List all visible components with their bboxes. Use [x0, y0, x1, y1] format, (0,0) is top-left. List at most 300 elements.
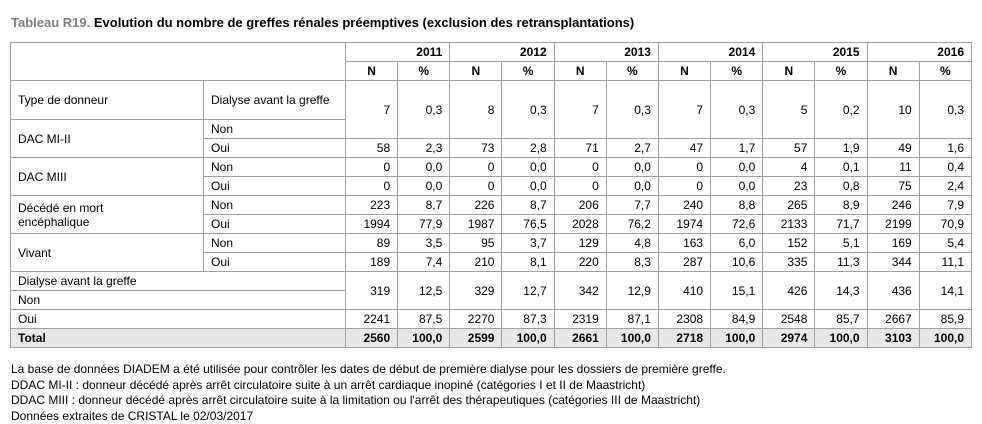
value-cell-label: 75 [898, 179, 911, 193]
total-value-cell-label: 2599 [468, 331, 495, 345]
value-cell-label: 76,2 [628, 217, 651, 231]
value-cell [502, 81, 554, 139]
value-cell-label: 246 [892, 198, 912, 212]
value-cell [815, 139, 867, 158]
value-cell-label: 2241 [363, 312, 390, 326]
value-cell-label: 5 [801, 103, 808, 117]
data-table [10, 42, 972, 348]
value-cell [450, 139, 502, 158]
value-cell-label: 23 [794, 179, 807, 193]
value-cell [919, 272, 971, 310]
value-cell-label: 4,8 [634, 236, 651, 250]
value-cell-label: 0 [592, 179, 599, 193]
total-value-cell-label: 100,0 [621, 331, 651, 345]
footnote-line: DDAC MIII : donneur décédé après arrêt circulatoire suite à la limitation ou l'arrêt des thérapeutiques (catégories III de Maastricht) [11, 393, 972, 409]
total-value-cell-label: 3103 [885, 331, 912, 345]
value-cell-label: 344 [892, 255, 912, 269]
value-cell [658, 234, 710, 253]
value-cell [606, 139, 658, 158]
donor-type-cell [11, 196, 204, 234]
value-cell [502, 196, 554, 215]
value-cell-label: 0,0 [426, 160, 443, 174]
dialysis-value-cell-label: Oui [211, 141, 230, 155]
value-cell-label: 8,7 [426, 198, 443, 212]
year-header-label: 2013 [624, 45, 651, 59]
value-cell [346, 139, 398, 158]
year-header [867, 43, 971, 62]
dialysis-header-label: Dialyse avant la greffe [211, 93, 330, 107]
year-header-label: 2016 [937, 45, 964, 59]
value-cell-label: 1987 [468, 217, 495, 231]
total-label [11, 329, 346, 348]
value-cell-label: 0,0 [739, 179, 756, 193]
value-cell-label: 0,0 [530, 179, 547, 193]
value-cell-label: 0,0 [634, 160, 651, 174]
value-cell [346, 81, 398, 139]
value-cell-label: 4 [801, 160, 808, 174]
section-data-row [11, 310, 972, 329]
value-cell [502, 310, 554, 329]
value-cell-label: 71 [585, 141, 598, 155]
year-header [763, 43, 867, 62]
value-cell-label: 12,9 [628, 284, 651, 298]
year-header-label: 2015 [833, 45, 860, 59]
value-cell [502, 215, 554, 234]
value-cell [815, 177, 867, 196]
value-cell-label: 11,1 [942, 255, 964, 269]
value-cell-label: 329 [474, 284, 494, 298]
value-cell-label: 223 [370, 198, 390, 212]
total-value-cell [450, 329, 502, 348]
value-cell-label: 0,0 [739, 160, 756, 174]
donor-type-cell-label: DAC MIII [18, 170, 67, 184]
value-cell [346, 310, 398, 329]
value-cell-label: 8,1 [530, 255, 547, 269]
value-cell [554, 310, 606, 329]
col-header-pct-label: % [418, 64, 429, 78]
value-cell-label: 10,6 [732, 255, 755, 269]
value-cell [606, 215, 658, 234]
col-header-n-label: N [680, 64, 689, 78]
col-header-n [658, 62, 710, 81]
value-cell [763, 272, 815, 310]
value-cell [658, 272, 710, 310]
section-row-label [11, 291, 346, 310]
footnote-line: Données extraites de CRISTAL le 02/03/2017 [11, 409, 972, 424]
table-title [11, 15, 972, 30]
value-cell-label: 77,9 [419, 217, 442, 231]
donor-type-cell-label: Vivant [18, 246, 51, 260]
value-cell-label: 0,8 [843, 179, 860, 193]
year-header-label: 2012 [520, 45, 547, 59]
value-cell-label: 85,7 [836, 312, 859, 326]
value-cell [554, 215, 606, 234]
value-cell [502, 272, 554, 310]
value-cell-label: 2,7 [634, 141, 651, 155]
dialysis-value-cell-label: Non [211, 198, 233, 212]
value-cell-label: 7 [696, 103, 703, 117]
value-cell [919, 196, 971, 215]
value-cell [606, 196, 658, 215]
value-cell-label: 0,3 [426, 103, 443, 117]
value-cell-label: 12,5 [419, 284, 442, 298]
donor-type-header-label: Type de donneur [18, 93, 108, 107]
value-cell-label: 87,5 [419, 312, 442, 326]
value-cell [711, 177, 763, 196]
value-cell [815, 234, 867, 253]
total-value-cell [346, 329, 398, 348]
year-header [346, 43, 450, 62]
value-cell-label: 71,7 [836, 217, 859, 231]
col-header-pct [919, 62, 971, 81]
donor-type-header [11, 81, 204, 120]
value-cell-label: 3,5 [426, 236, 443, 250]
value-cell-label: 95 [481, 236, 494, 250]
total-value-cell [502, 329, 554, 348]
value-cell-label: 8,9 [843, 198, 860, 212]
value-cell-label: 8,3 [634, 255, 651, 269]
value-cell-label: 6,0 [739, 236, 756, 250]
value-cell [450, 215, 502, 234]
value-cell [763, 196, 815, 215]
value-cell-label: 1,7 [739, 141, 756, 155]
value-cell-label: 0,0 [530, 160, 547, 174]
col-header-pct-label: % [627, 64, 638, 78]
section-header-row [11, 272, 972, 291]
col-header-n-label: N [472, 64, 481, 78]
col-header-n [450, 62, 502, 81]
value-cell [763, 310, 815, 329]
value-cell-label: 220 [579, 255, 599, 269]
section-row-label-label: Oui [18, 312, 37, 326]
col-header-pct-label: % [731, 64, 742, 78]
value-cell-label: 335 [787, 255, 807, 269]
year-header-label: 2014 [729, 45, 756, 59]
dialysis-value-cell [204, 196, 346, 215]
section-header-cell [11, 272, 346, 291]
donor-type-cell [11, 234, 204, 272]
donor-type-cell [11, 158, 204, 196]
value-cell [450, 310, 502, 329]
year-header [554, 43, 658, 62]
value-cell-label: 0 [592, 160, 599, 174]
value-cell [554, 139, 606, 158]
value-cell [919, 310, 971, 329]
value-cell-label: 0,0 [634, 179, 651, 193]
value-cell-label: 8 [488, 103, 495, 117]
dialysis-value-cell-label: Oui [211, 179, 230, 193]
value-cell [398, 310, 450, 329]
col-header-n-label: N [889, 64, 898, 78]
value-cell [711, 139, 763, 158]
value-cell-label: 14,3 [836, 284, 859, 298]
value-cell-label: 2308 [676, 312, 703, 326]
value-cell [711, 196, 763, 215]
year-header [658, 43, 762, 62]
value-cell-label: 226 [474, 198, 494, 212]
value-cell [815, 196, 867, 215]
donor-type-cell-label: DAC MI-II [18, 132, 71, 146]
value-cell [867, 139, 919, 158]
value-cell-label: 2548 [781, 312, 808, 326]
value-cell [450, 234, 502, 253]
value-cell [867, 158, 919, 177]
value-cell-label: 2,3 [426, 141, 443, 155]
value-cell [867, 215, 919, 234]
value-cell [711, 253, 763, 272]
value-cell-label: 2133 [781, 217, 808, 231]
col-header-pct-label: % [836, 64, 847, 78]
dialysis-value-cell [204, 120, 346, 139]
value-cell [554, 272, 606, 310]
value-cell [554, 253, 606, 272]
value-cell [502, 139, 554, 158]
value-cell [815, 253, 867, 272]
value-cell [815, 215, 867, 234]
value-cell-label: 0 [696, 179, 703, 193]
total-value-cell-label: 2661 [572, 331, 599, 345]
value-cell-label: 2,8 [530, 141, 547, 155]
donor-data-row [11, 196, 972, 215]
value-cell [346, 177, 398, 196]
value-cell-label: 1,6 [947, 141, 964, 155]
value-cell-label: 57 [794, 141, 807, 155]
value-cell [763, 234, 815, 253]
col-header-n-label: N [367, 64, 376, 78]
value-cell-label: 47 [690, 141, 703, 155]
value-cell [346, 215, 398, 234]
value-cell [346, 253, 398, 272]
value-cell-label: 14,1 [941, 284, 964, 298]
value-cell [815, 81, 867, 139]
year-header [450, 43, 554, 62]
value-cell-label: 2667 [885, 312, 912, 326]
value-cell-label: 76,5 [523, 217, 546, 231]
col-header-pct [398, 62, 450, 81]
footnote-line: DDAC MI-II : donneur décédé après arrêt circulatoire suite à un arrêt cardiaque inopiné (catégories I et II de Maastricht) [11, 378, 972, 394]
value-cell-label: 0,3 [947, 103, 964, 117]
total-value-cell-label: 2560 [363, 331, 390, 345]
col-header-pct [502, 62, 554, 81]
value-cell [398, 81, 450, 139]
value-cell-label: 10 [898, 103, 911, 117]
section-row-label [11, 310, 346, 329]
value-cell [867, 272, 919, 310]
dialysis-value-cell-label: Oui [211, 255, 230, 269]
dialysis-value-cell-label: Non [211, 160, 233, 174]
dialysis-value-cell-label: Oui [211, 217, 230, 231]
value-cell [398, 177, 450, 196]
value-cell-label: 1,9 [843, 141, 860, 155]
value-cell [711, 81, 763, 139]
value-cell [763, 81, 815, 139]
value-cell-label: 5,4 [947, 236, 964, 250]
value-cell-label: 0,4 [947, 160, 964, 174]
value-cell [606, 253, 658, 272]
value-cell-label: 0,3 [739, 103, 756, 117]
value-cell [398, 158, 450, 177]
value-cell [450, 177, 502, 196]
col-header-n-label: N [576, 64, 585, 78]
value-cell [398, 253, 450, 272]
total-value-cell [398, 329, 450, 348]
value-cell [502, 234, 554, 253]
donor-type-cell [11, 120, 204, 158]
value-cell-label: 7,9 [947, 198, 964, 212]
col-header-pct-label: % [940, 64, 951, 78]
value-cell [867, 81, 919, 139]
value-cell-label: 11,3 [837, 255, 859, 269]
dialysis-value-cell [204, 253, 346, 272]
value-cell [919, 177, 971, 196]
total-value-cell-label: 100,0 [830, 331, 860, 345]
value-cell [763, 158, 815, 177]
value-cell [606, 234, 658, 253]
col-header-n [867, 62, 919, 81]
total-label-label: Total [18, 331, 46, 345]
dialysis-value-cell [204, 234, 346, 253]
value-cell [658, 158, 710, 177]
section-row-label-label: Non [18, 293, 40, 307]
value-cell [711, 215, 763, 234]
value-cell [919, 158, 971, 177]
dialysis-value-cell-label: Non [211, 122, 233, 136]
value-cell-label: 2028 [572, 217, 599, 231]
col-header-n [346, 62, 398, 81]
value-cell [502, 158, 554, 177]
value-cell-label: 240 [683, 198, 703, 212]
value-cell-label: 0,1 [843, 160, 860, 174]
total-value-cell-label: 100,0 [412, 331, 442, 345]
value-cell [658, 177, 710, 196]
dialysis-header [204, 81, 346, 120]
value-cell [658, 253, 710, 272]
value-cell-label: 3,7 [530, 236, 547, 250]
donor-data-row [11, 234, 972, 253]
dialysis-value-cell [204, 158, 346, 177]
value-cell [398, 215, 450, 234]
total-value-cell [711, 329, 763, 348]
value-cell-label: 8,7 [530, 198, 547, 212]
value-cell [554, 234, 606, 253]
value-cell [658, 215, 710, 234]
total-value-cell-label: 100,0 [725, 331, 755, 345]
value-cell-label: 2319 [572, 312, 599, 326]
value-cell-label: 0 [383, 160, 390, 174]
value-cell [919, 234, 971, 253]
value-cell-label: 84,9 [732, 312, 755, 326]
value-cell-label: 2199 [885, 217, 912, 231]
value-cell-label: 7,7 [634, 198, 651, 212]
value-cell [867, 177, 919, 196]
value-cell [398, 234, 450, 253]
value-cell-label: 7 [592, 103, 599, 117]
value-cell [867, 310, 919, 329]
value-cell [554, 196, 606, 215]
value-cell [398, 272, 450, 310]
year-header-label: 2011 [416, 45, 442, 59]
value-cell-label: 49 [898, 141, 911, 155]
value-cell [554, 177, 606, 196]
value-cell-label: 0,3 [530, 103, 547, 117]
value-cell-label: 7,4 [426, 255, 443, 269]
value-cell-label: 5,1 [843, 236, 860, 250]
total-row [11, 329, 972, 348]
total-value-cell-label: 2974 [781, 331, 808, 345]
donor-type-cell-label: Décédé en mort encéphalique [18, 201, 168, 229]
col-header-n-label: N [784, 64, 793, 78]
value-cell-label: 11 [899, 160, 911, 174]
value-cell [658, 196, 710, 215]
value-cell [919, 139, 971, 158]
value-cell-label: 2,4 [947, 179, 964, 193]
value-cell-label: 1974 [676, 217, 703, 231]
total-value-cell [867, 329, 919, 348]
value-cell [919, 215, 971, 234]
total-value-cell [763, 329, 815, 348]
value-cell-label: 0 [383, 179, 390, 193]
total-value-cell [815, 329, 867, 348]
col-header-pct [815, 62, 867, 81]
dialysis-value-cell-label: Non [211, 236, 233, 250]
value-cell [450, 272, 502, 310]
value-cell [606, 272, 658, 310]
value-cell-label: 7 [383, 103, 390, 117]
value-cell [867, 234, 919, 253]
value-cell-label: 12,7 [523, 284, 546, 298]
value-cell [346, 234, 398, 253]
dialysis-value-cell [204, 139, 346, 158]
value-cell [711, 272, 763, 310]
value-cell-label: 8,8 [739, 198, 756, 212]
value-cell-label: 410 [683, 284, 703, 298]
value-cell [815, 310, 867, 329]
value-cell-label: 210 [474, 255, 494, 269]
value-cell [711, 310, 763, 329]
value-cell [606, 158, 658, 177]
value-cell [763, 215, 815, 234]
col-header-n [554, 62, 606, 81]
value-cell-label: 0 [696, 160, 703, 174]
value-cell [450, 196, 502, 215]
value-cell [815, 272, 867, 310]
value-cell-label: 1994 [363, 217, 390, 231]
value-cell-label: 70,9 [941, 217, 964, 231]
value-cell-label: 0 [488, 160, 495, 174]
value-cell-label: 87,3 [523, 312, 546, 326]
table-title-text: Evolution du nombre de greffes rénales préemptives (exclusion des retransplantations) [94, 15, 634, 30]
value-cell-label: 58 [377, 141, 390, 155]
value-cell-label: 0,2 [843, 103, 860, 117]
col-header-pct [711, 62, 763, 81]
dialysis-value-cell [204, 177, 346, 196]
value-cell [867, 196, 919, 215]
value-cell [606, 81, 658, 139]
value-cell [763, 253, 815, 272]
value-cell-label: 2270 [468, 312, 495, 326]
value-cell [450, 253, 502, 272]
value-cell [450, 158, 502, 177]
value-cell [346, 196, 398, 215]
value-cell [658, 310, 710, 329]
footnote-line: La base de données DIADEM a été utilisée pour contrôler les dates de début de première dialyse pour les dossiers de première greffe. [11, 362, 972, 378]
value-cell [398, 196, 450, 215]
value-cell-label: 87,1 [628, 312, 651, 326]
value-cell-label: 206 [579, 198, 599, 212]
value-cell-label: 189 [370, 255, 390, 269]
value-cell [711, 158, 763, 177]
year-header-row [11, 43, 972, 62]
